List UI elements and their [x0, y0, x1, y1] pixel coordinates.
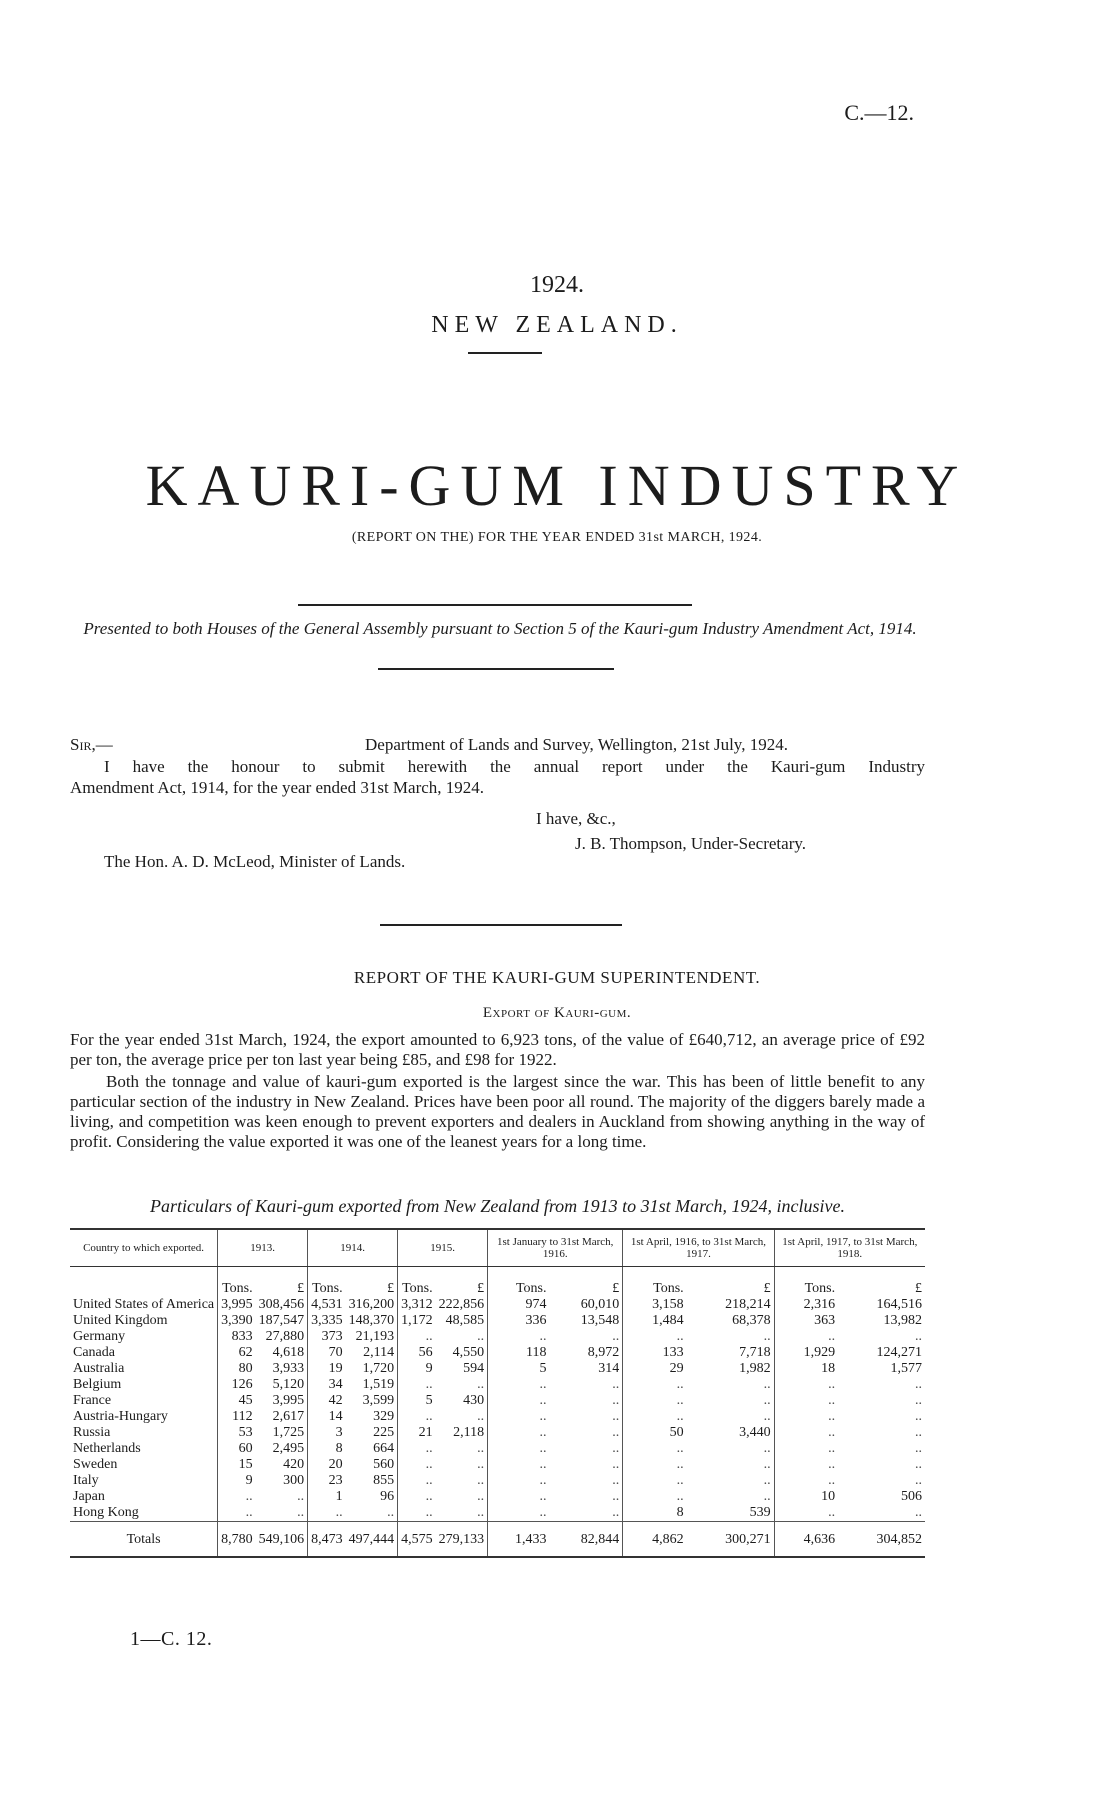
value-cell: 80	[218, 1361, 256, 1377]
value-cell: 4,550	[452, 1345, 485, 1360]
value-cell: 664	[373, 1441, 395, 1456]
period-header: 1st April, 1917, to 31st March, 1918.	[774, 1229, 925, 1267]
letter-body-line1: I have the honour to submit herewith the annual report under the Kauri-gum Industry	[104, 757, 925, 776]
value-cell: 29	[623, 1361, 687, 1377]
letter-recipient: The Hon. A. D. McLeod, Minister of Lands.	[104, 852, 406, 871]
report-paragraph-1: For the year ended 31st March, 1924, the export amounted to 6,923 tons, of the value of £640,712, an average price of £92 per ton, the average price per ton last year being £85, and £98 for 1922.	[70, 1030, 925, 1069]
value-cell: 124,271	[876, 1345, 922, 1360]
value-cell: 5	[488, 1361, 550, 1377]
value-cell: 5	[398, 1393, 436, 1409]
value-cell: ..	[612, 1457, 620, 1472]
value-cell: 133	[623, 1345, 687, 1361]
value-cell: ..	[623, 1409, 687, 1425]
country-cell: Belgium	[73, 1377, 122, 1392]
value-cell: ..	[477, 1473, 485, 1488]
value-cell: 2,118	[453, 1425, 485, 1440]
value-cell: 20	[308, 1457, 346, 1473]
value-cell: 3,312	[398, 1297, 436, 1313]
period-header: 1914.	[308, 1229, 398, 1267]
table-cell	[70, 1267, 218, 1298]
value-cell: 126	[218, 1377, 256, 1393]
value-cell: 1,929	[774, 1345, 838, 1361]
value-cell: 1,725	[272, 1425, 305, 1440]
value-cell: 497,444	[346, 1522, 398, 1558]
value-cell: 1,982	[739, 1361, 771, 1376]
value-cell: ..	[915, 1393, 922, 1408]
value-cell: ..	[398, 1473, 436, 1489]
value-cell: ..	[915, 1329, 922, 1344]
value-cell: 3,158	[623, 1297, 687, 1313]
value-cell: ..	[763, 1473, 771, 1488]
country-cell: Japan	[73, 1489, 105, 1504]
value-cell: ..	[915, 1505, 922, 1520]
value-cell: ..	[763, 1457, 771, 1472]
country-cell: Germany	[73, 1329, 126, 1344]
value-cell: 279,133	[436, 1522, 488, 1558]
unit-cell: £	[477, 1281, 485, 1296]
value-cell: 3	[308, 1425, 346, 1441]
value-cell: 27,880	[265, 1329, 305, 1344]
value-cell: 45	[218, 1393, 256, 1409]
country-cell: Netherlands	[73, 1441, 141, 1456]
value-cell: 8,780	[218, 1522, 256, 1558]
unit-cell: £	[387, 1281, 395, 1296]
divider-rule	[378, 668, 614, 670]
value-cell: 3,335	[308, 1313, 346, 1329]
letter-body-line2: Amendment Act, 1914, for the year ended 31st March, 1924.	[70, 778, 485, 797]
country-cell: Russia	[73, 1425, 111, 1440]
value-cell: 1,720	[362, 1361, 395, 1376]
value-cell: 62	[218, 1345, 256, 1361]
country-cell: Totals	[70, 1522, 218, 1558]
value-cell: 10	[774, 1489, 838, 1505]
value-cell: 420	[283, 1457, 305, 1472]
value-cell: 13,548	[580, 1313, 620, 1328]
value-cell: ..	[774, 1409, 838, 1425]
value-cell: 187,547	[258, 1313, 305, 1328]
value-cell: ..	[612, 1489, 620, 1504]
value-cell: 1	[308, 1489, 346, 1505]
value-cell: ..	[477, 1457, 485, 1472]
table-row	[70, 1489, 925, 1505]
value-cell: 8,473	[308, 1522, 346, 1558]
value-cell: ..	[763, 1329, 771, 1344]
value-cell: ..	[774, 1473, 838, 1489]
value-cell: ..	[297, 1489, 305, 1504]
value-cell: 3,390	[218, 1313, 256, 1329]
period-header: 1st April, 1916, to 31st March, 1917.	[623, 1229, 774, 1267]
value-cell: 3,995	[218, 1297, 256, 1313]
period-header: 1913.	[218, 1229, 308, 1267]
report-paragraph-2: Both the tonnage and value of kauri-gum exported is the largest since the war. This has been of little benefit to any particular section of the industry in New Zealand. Prices have been poor all round. The majority of the diggers barely made a living, and competition was keen enough to prevent exporters and dealers in Auckland from showing anything in the way of profit. Considering the value exported it was one of the leanest years for a long time.	[70, 1072, 925, 1151]
table-row	[70, 1409, 925, 1425]
value-cell: ..	[915, 1473, 922, 1488]
letter-closing: I have, &c.,	[536, 809, 616, 828]
value-cell: 1,172	[398, 1313, 436, 1329]
value-cell: ..	[477, 1441, 485, 1456]
value-cell: 4,862	[623, 1522, 687, 1558]
value-cell: ..	[488, 1505, 550, 1522]
value-cell: ..	[774, 1457, 838, 1473]
value-cell: 60	[218, 1441, 256, 1457]
value-cell: 53	[218, 1425, 256, 1441]
value-cell: ..	[623, 1377, 687, 1393]
value-cell: ..	[763, 1489, 771, 1504]
value-cell: ..	[774, 1393, 838, 1409]
value-cell: ..	[915, 1441, 922, 1456]
value-cell: ..	[308, 1505, 346, 1522]
value-cell: ..	[477, 1409, 485, 1424]
table-row	[70, 1313, 925, 1329]
value-cell: ..	[218, 1489, 256, 1505]
unit-row	[70, 1267, 925, 1298]
value-cell: 304,852	[838, 1522, 925, 1558]
value-cell: 2,114	[363, 1345, 395, 1360]
value-cell: ..	[488, 1457, 550, 1473]
value-cell: 974	[488, 1297, 550, 1313]
value-cell: 2,617	[272, 1409, 305, 1424]
value-cell: ..	[774, 1441, 838, 1457]
value-cell: 68,378	[732, 1313, 771, 1328]
value-cell: 96	[380, 1489, 395, 1504]
value-cell: ..	[623, 1473, 687, 1489]
value-cell: 50	[623, 1425, 687, 1441]
value-cell: ..	[623, 1489, 687, 1505]
unit-cell: £	[915, 1281, 922, 1296]
table-row	[70, 1393, 925, 1409]
value-cell: ..	[477, 1505, 485, 1520]
value-cell: ..	[398, 1505, 436, 1522]
value-cell: ..	[612, 1329, 620, 1344]
value-cell: 18	[774, 1361, 838, 1377]
value-cell: 4,618	[272, 1345, 305, 1360]
country-cell: Australia	[73, 1361, 125, 1376]
value-cell: 430	[463, 1393, 485, 1408]
value-cell: 855	[373, 1473, 395, 1488]
table-row	[70, 1297, 925, 1313]
unit-cell: £	[763, 1281, 771, 1296]
value-cell: 82,844	[550, 1522, 623, 1558]
unit-cell: Tons.	[398, 1267, 436, 1298]
country-cell: Austria-Hungary	[73, 1409, 168, 1424]
value-cell: 833	[218, 1329, 256, 1345]
value-cell: 316,200	[348, 1297, 395, 1312]
table-body	[70, 1267, 925, 1558]
value-cell: 60,010	[580, 1297, 620, 1312]
period-header: 1915.	[398, 1229, 488, 1267]
value-cell: ..	[763, 1441, 771, 1456]
value-cell: ..	[297, 1505, 305, 1520]
country-cell: France	[73, 1393, 112, 1408]
value-cell: 56	[398, 1345, 436, 1361]
value-cell: 300,271	[687, 1522, 774, 1558]
value-cell: 4,531	[308, 1297, 346, 1313]
value-cell: 34	[308, 1377, 346, 1393]
value-cell: 8,972	[587, 1345, 620, 1360]
value-cell: ..	[477, 1489, 485, 1504]
value-cell: 218,214	[725, 1297, 771, 1312]
value-cell: 1,519	[362, 1377, 395, 1392]
unit-cell: Tons.	[623, 1267, 687, 1298]
value-cell: 3,933	[272, 1361, 305, 1376]
value-cell: ..	[398, 1489, 436, 1505]
value-cell: 21	[398, 1425, 436, 1441]
table-row	[70, 1505, 925, 1522]
value-cell: ..	[915, 1409, 922, 1424]
value-cell: 539	[749, 1505, 771, 1520]
unit-cell: Tons.	[774, 1267, 838, 1298]
value-cell: ..	[398, 1329, 436, 1345]
value-cell: ..	[774, 1505, 838, 1522]
letter-signature: J. B. Thompson, Under-Secretary.	[575, 834, 807, 853]
country-cell: United States of America	[73, 1297, 215, 1312]
table-row	[70, 1377, 925, 1393]
value-cell: 1,433	[488, 1522, 550, 1558]
value-cell: ..	[488, 1329, 550, 1345]
value-cell: 560	[373, 1457, 395, 1472]
page-footer: 1—C. 12.	[130, 1628, 213, 1650]
value-cell: 15	[218, 1457, 256, 1473]
value-cell: ..	[763, 1377, 771, 1392]
value-cell: 7,718	[739, 1345, 771, 1360]
value-cell: 506	[901, 1489, 922, 1504]
value-cell: ..	[488, 1473, 550, 1489]
value-cell: ..	[488, 1377, 550, 1393]
value-cell: 2,316	[774, 1297, 838, 1313]
value-cell: 14	[308, 1409, 346, 1425]
period-header: 1st January to 31st March, 1916.	[488, 1229, 623, 1267]
value-cell: ..	[612, 1377, 620, 1392]
value-cell: 1,484	[623, 1313, 687, 1329]
value-cell: 42	[308, 1393, 346, 1409]
value-cell: ..	[623, 1457, 687, 1473]
value-cell: 4,636	[774, 1522, 838, 1558]
value-cell: ..	[398, 1441, 436, 1457]
value-cell: ..	[488, 1425, 550, 1441]
value-cell: 164,516	[876, 1297, 922, 1312]
country-cell: Italy	[73, 1473, 99, 1488]
value-cell: ..	[612, 1409, 620, 1424]
value-cell: ..	[623, 1441, 687, 1457]
unit-cell: Tons.	[218, 1267, 256, 1298]
value-cell: 329	[373, 1409, 395, 1424]
country-cell: Hong Kong	[73, 1505, 139, 1520]
value-cell: 9	[218, 1473, 256, 1489]
value-cell: ..	[488, 1441, 550, 1457]
letter-salutation: Sir,—	[70, 735, 113, 754]
value-cell: 5,120	[272, 1377, 305, 1392]
table-row	[70, 1345, 925, 1361]
presented-note: Presented to both Houses of the General Assembly pursuant to Section 5 of the Kauri-gum Industry Amendment Act, 1914.	[83, 619, 917, 638]
value-cell: ..	[398, 1457, 436, 1473]
table-header-row	[70, 1229, 925, 1267]
value-cell: 23	[308, 1473, 346, 1489]
section-heading: Export of Kauri-gum.	[482, 1005, 632, 1021]
value-cell: ..	[387, 1505, 395, 1520]
value-cell: 1,577	[890, 1361, 922, 1376]
value-cell: ..	[612, 1473, 620, 1488]
value-cell: ..	[623, 1329, 687, 1345]
table-row	[70, 1473, 925, 1489]
value-cell: 4,575	[398, 1522, 436, 1558]
value-cell: ..	[915, 1425, 922, 1440]
value-cell: 118	[488, 1345, 550, 1361]
value-cell: 13,982	[883, 1313, 922, 1328]
value-cell: 70	[308, 1345, 346, 1361]
table-caption: Particulars of Kauri-gum exported from New Zealand from 1913 to 31st March, 1924, inclusive.	[150, 1196, 845, 1216]
value-cell: ..	[612, 1441, 620, 1456]
value-cell: 3,440	[739, 1425, 771, 1440]
value-cell: 8	[308, 1441, 346, 1457]
value-cell: ..	[915, 1457, 922, 1472]
value-cell: ..	[477, 1329, 485, 1344]
unit-cell: £	[297, 1281, 305, 1296]
value-cell: 314	[598, 1361, 620, 1376]
value-cell: 363	[774, 1313, 838, 1329]
value-cell: 9	[398, 1361, 436, 1377]
value-cell: 222,856	[438, 1297, 485, 1312]
report-heading: REPORT OF THE KAURI-GUM SUPERINTENDENT.	[353, 968, 761, 987]
value-cell: ..	[218, 1505, 256, 1522]
country-cell: Canada	[73, 1345, 115, 1360]
value-cell: 112	[218, 1409, 256, 1425]
value-cell: ..	[612, 1505, 620, 1520]
table-row	[70, 1425, 925, 1441]
value-cell: ..	[488, 1393, 550, 1409]
value-cell: 336	[488, 1313, 550, 1329]
value-cell: 300	[283, 1473, 305, 1488]
value-cell: ..	[623, 1393, 687, 1409]
table-row	[70, 1441, 925, 1457]
value-cell: 549,106	[256, 1522, 308, 1558]
table-row	[70, 1361, 925, 1377]
country-cell: Sweden	[73, 1457, 118, 1472]
export-table	[70, 1228, 925, 1558]
value-cell: ..	[774, 1329, 838, 1345]
value-cell: ..	[763, 1409, 771, 1424]
unit-cell: £	[612, 1281, 620, 1296]
value-cell: ..	[774, 1425, 838, 1441]
table-row	[70, 1329, 925, 1345]
value-cell: ..	[488, 1489, 550, 1505]
value-cell: ..	[612, 1425, 620, 1440]
letter-address: Department of Lands and Survey, Wellington, 21st July, 1924.	[365, 735, 788, 754]
value-cell: 225	[373, 1425, 395, 1440]
country-heading: NEW ZEALAND.	[431, 312, 683, 338]
country-column-header: Country to which exported.	[70, 1229, 218, 1267]
value-cell: 19	[308, 1361, 346, 1377]
value-cell: 48,585	[445, 1313, 485, 1328]
value-cell: 3,599	[362, 1393, 395, 1408]
value-cell: 308,456	[258, 1297, 305, 1312]
value-cell: ..	[915, 1377, 922, 1392]
value-cell: ..	[477, 1377, 485, 1392]
page-subtitle: (REPORT ON THE) FOR THE YEAR ENDED 31st MARCH, 1924.	[351, 530, 763, 545]
divider-rule	[380, 924, 622, 926]
value-cell: ..	[488, 1409, 550, 1425]
value-cell: ..	[398, 1377, 436, 1393]
page-title: KAURI-GUM INDUSTRY	[145, 453, 969, 518]
value-cell: 594	[463, 1361, 485, 1376]
value-cell: 3,995	[272, 1393, 305, 1408]
year-heading: 1924.	[530, 272, 584, 298]
value-cell: ..	[763, 1393, 771, 1408]
value-cell: 148,370	[348, 1313, 395, 1328]
value-cell: ..	[774, 1377, 838, 1393]
divider-rule	[298, 604, 692, 606]
value-cell: 2,495	[272, 1441, 305, 1456]
country-cell: United Kingdom	[73, 1313, 168, 1328]
value-cell: ..	[612, 1393, 620, 1408]
unit-cell: Tons.	[308, 1267, 346, 1298]
value-cell: 8	[623, 1505, 687, 1522]
table-row	[70, 1457, 925, 1473]
value-cell: 21,193	[355, 1329, 395, 1344]
totals-row	[70, 1522, 925, 1558]
document-reference: C.—12.	[844, 100, 914, 125]
value-cell: 373	[308, 1329, 346, 1345]
value-cell: ..	[398, 1409, 436, 1425]
divider-rule	[468, 352, 542, 354]
unit-cell: Tons.	[488, 1267, 550, 1298]
